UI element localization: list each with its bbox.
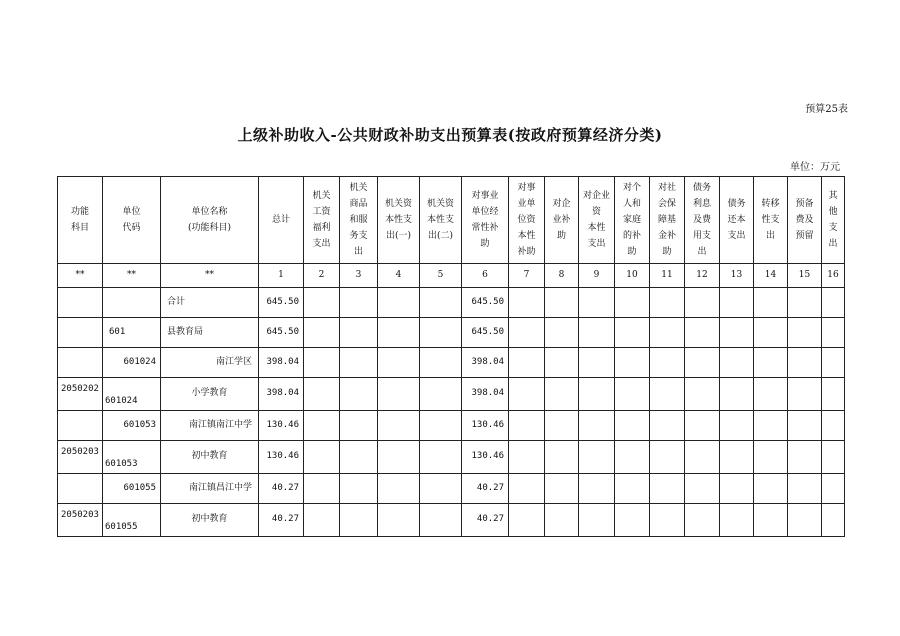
table-row: [58, 318, 845, 348]
unit-name: 小学教育: [191, 388, 228, 399]
empty-cell: [420, 378, 462, 411]
empty-cell: [822, 378, 845, 411]
unit-name-cell: [161, 504, 259, 537]
empty-cell: [579, 474, 615, 504]
empty-cell: [340, 504, 378, 537]
index-cell: 11: [650, 264, 685, 288]
empty-cell: [509, 348, 545, 378]
empty-cell: [340, 288, 378, 318]
empty-cell: [720, 504, 754, 537]
empty-cell: [720, 474, 754, 504]
total-cell: 130.46: [259, 441, 304, 474]
unit-name-cell: [161, 318, 259, 348]
empty-cell: [304, 378, 340, 411]
empty-cell: [822, 441, 845, 474]
empty-cell: [720, 318, 754, 348]
unit-name-cell: [161, 348, 259, 378]
index-cell: **: [58, 264, 103, 288]
unit-code-cell: [103, 378, 161, 411]
unit-name: 南江学区: [215, 356, 252, 367]
header-cell: 对个 人和 家庭 的补 助: [615, 177, 650, 264]
empty-cell: [545, 378, 579, 411]
institution-subsidy-cell: 398.04: [462, 378, 509, 411]
empty-cell: [378, 348, 420, 378]
institution-subsidy-cell: 645.50: [462, 318, 509, 348]
unit-code: 601055: [123, 482, 156, 493]
total-cell: 40.27: [259, 504, 304, 537]
empty-cell: [378, 288, 420, 318]
empty-cell: [720, 288, 754, 318]
empty-cell: [685, 318, 720, 348]
empty-cell: [615, 411, 650, 441]
empty-cell: [545, 318, 579, 348]
empty-cell: [615, 318, 650, 348]
empty-cell: [754, 474, 788, 504]
empty-cell: [822, 348, 845, 378]
table-row: [58, 378, 845, 411]
unit-name: 南江镇昌江中学: [188, 482, 252, 493]
institution-subsidy-cell: 40.27: [462, 474, 509, 504]
empty-cell: [685, 411, 720, 441]
index-cell: 8: [545, 264, 579, 288]
unit-code: 601: [109, 326, 126, 337]
func-code-cell: [58, 378, 103, 411]
header-cell: 债务 还本 支出: [720, 177, 754, 264]
empty-cell: [650, 318, 685, 348]
empty-cell: [579, 318, 615, 348]
header-cell: 机关资 本性支 出(二): [420, 177, 462, 264]
unit-name: 合计: [167, 296, 186, 307]
table-row: [58, 504, 845, 537]
empty-cell: [650, 411, 685, 441]
empty-cell: [378, 474, 420, 504]
index-cell: 3: [340, 264, 378, 288]
empty-cell: [304, 474, 340, 504]
empty-cell: [304, 441, 340, 474]
empty-cell: [420, 318, 462, 348]
empty-cell: [822, 504, 845, 537]
empty-cell: [304, 348, 340, 378]
empty-cell: [509, 288, 545, 318]
empty-cell: [788, 411, 822, 441]
empty-cell: [340, 411, 378, 441]
unit-label: 单位：万元: [790, 162, 840, 173]
table-row: [58, 411, 845, 441]
empty-cell: [615, 288, 650, 318]
empty-cell: [579, 288, 615, 318]
empty-cell: [650, 474, 685, 504]
empty-cell: [788, 441, 822, 474]
unit-code: 601053: [105, 458, 138, 469]
unit-code: 601024: [105, 395, 138, 406]
empty-cell: [378, 441, 420, 474]
header-cell: 对社 会保 障基 金补 助: [650, 177, 685, 264]
empty-cell: [788, 348, 822, 378]
empty-cell: [420, 441, 462, 474]
empty-cell: [304, 318, 340, 348]
empty-cell: [822, 318, 845, 348]
empty-cell: [754, 441, 788, 474]
empty-cell: [788, 504, 822, 537]
unit-name: 南江镇南江中学: [188, 419, 252, 430]
empty-cell: [754, 411, 788, 441]
unit-name-cell: [161, 288, 259, 318]
empty-cell: [720, 441, 754, 474]
index-cell: 10: [615, 264, 650, 288]
unit-name-cell: [161, 378, 259, 411]
unit-name-cell: [161, 474, 259, 504]
institution-subsidy-cell: 398.04: [462, 348, 509, 378]
empty-cell: [685, 441, 720, 474]
empty-cell: [754, 378, 788, 411]
header-cell: 预备 费及 预留: [788, 177, 822, 264]
empty-cell: [788, 318, 822, 348]
empty-cell: [545, 441, 579, 474]
empty-cell: [420, 348, 462, 378]
empty-cell: [754, 348, 788, 378]
index-cell: **: [103, 264, 161, 288]
empty-cell: [509, 318, 545, 348]
func-code: 2050202: [61, 384, 99, 394]
header-cell: 对事 业单 位资 本性 补助: [509, 177, 545, 264]
total-cell: 130.46: [259, 411, 304, 441]
header-cell: 总计: [259, 177, 304, 264]
empty-cell: [650, 348, 685, 378]
header-cell: 转移 性支 出: [754, 177, 788, 264]
unit-name-cell: [161, 441, 259, 474]
header-cell: 机关资 本性支 出(一): [378, 177, 420, 264]
func-code-cell: [58, 348, 103, 378]
empty-cell: [788, 378, 822, 411]
unit-code-cell: [103, 288, 161, 318]
empty-cell: [545, 288, 579, 318]
empty-cell: [304, 288, 340, 318]
header-row: [58, 177, 845, 264]
total-cell: 398.04: [259, 348, 304, 378]
empty-cell: [340, 441, 378, 474]
unit-code: 601024: [123, 356, 156, 367]
empty-cell: [545, 411, 579, 441]
empty-cell: [420, 474, 462, 504]
func-code-cell: [58, 288, 103, 318]
total-cell: 645.50: [259, 288, 304, 318]
header-cell: 机关 工资 福利 支出: [304, 177, 340, 264]
index-cell: **: [161, 264, 259, 288]
empty-cell: [754, 504, 788, 537]
empty-cell: [615, 348, 650, 378]
func-code: 2050203: [61, 447, 99, 457]
empty-cell: [545, 474, 579, 504]
unit-code-cell: [103, 318, 161, 348]
header-cell: 单位名称 (功能科目): [161, 177, 259, 264]
unit-code-cell: [103, 411, 161, 441]
header-cell: 对企 业补 助: [545, 177, 579, 264]
func-code-cell: [58, 474, 103, 504]
table-row: [58, 348, 845, 378]
empty-cell: [720, 411, 754, 441]
institution-subsidy-cell: 130.46: [462, 441, 509, 474]
empty-cell: [509, 411, 545, 441]
index-cell: 12: [685, 264, 720, 288]
institution-subsidy-cell: 645.50: [462, 288, 509, 318]
header-cell: 对企业资 本性 支出: [579, 177, 615, 264]
index-cell: 2: [304, 264, 340, 288]
header-cell: 单位 代码: [103, 177, 161, 264]
empty-cell: [615, 474, 650, 504]
empty-cell: [822, 288, 845, 318]
empty-cell: [340, 348, 378, 378]
unit-code-cell: [103, 504, 161, 537]
unit-code-cell: [103, 441, 161, 474]
header-cell: 其 他 支 出: [822, 177, 845, 264]
empty-cell: [685, 474, 720, 504]
header-cell: 机关 商品 和服 务支 出: [340, 177, 378, 264]
func-code-cell: [58, 504, 103, 537]
index-cell: 7: [509, 264, 545, 288]
table-row: [58, 288, 845, 318]
unit-code: 601055: [105, 521, 138, 532]
empty-cell: [579, 378, 615, 411]
index-cell: 9: [579, 264, 615, 288]
index-cell: 4: [378, 264, 420, 288]
empty-cell: [579, 411, 615, 441]
empty-cell: [420, 504, 462, 537]
unit-name: 县教育局: [167, 326, 204, 337]
empty-cell: [378, 318, 420, 348]
form-number: 预算25表: [805, 104, 848, 115]
empty-cell: [754, 318, 788, 348]
func-code-cell: [58, 318, 103, 348]
func-code-cell: [58, 411, 103, 441]
empty-cell: [545, 504, 579, 537]
empty-cell: [822, 474, 845, 504]
table-row: [58, 441, 845, 474]
empty-cell: [650, 441, 685, 474]
empty-cell: [509, 441, 545, 474]
total-cell: 40.27: [259, 474, 304, 504]
empty-cell: [685, 288, 720, 318]
index-row: [58, 264, 845, 288]
institution-subsidy-cell: 40.27: [462, 504, 509, 537]
unit-name: 初中教育: [191, 451, 228, 462]
header-cell: 债务 利息 及费 用支 出: [685, 177, 720, 264]
empty-cell: [378, 504, 420, 537]
empty-cell: [304, 504, 340, 537]
empty-cell: [720, 378, 754, 411]
empty-cell: [579, 348, 615, 378]
empty-cell: [788, 474, 822, 504]
index-cell: 1: [259, 264, 304, 288]
index-cell: 15: [788, 264, 822, 288]
empty-cell: [509, 504, 545, 537]
func-code-cell: [58, 441, 103, 474]
empty-cell: [340, 378, 378, 411]
header-cell: 功能 科目: [58, 177, 103, 264]
empty-cell: [615, 504, 650, 537]
total-cell: 398.04: [259, 378, 304, 411]
index-cell: 16: [822, 264, 845, 288]
unit-code-cell: [103, 474, 161, 504]
institution-subsidy-cell: 130.46: [462, 411, 509, 441]
table-row: [58, 474, 845, 504]
empty-cell: [304, 411, 340, 441]
unit-name: 初中教育: [191, 514, 228, 525]
unit-name-cell: [161, 411, 259, 441]
empty-cell: [509, 378, 545, 411]
unit-code-cell: [103, 348, 161, 378]
func-code: 2050203: [61, 510, 99, 520]
empty-cell: [650, 288, 685, 318]
empty-cell: [685, 378, 720, 411]
empty-cell: [579, 504, 615, 537]
empty-cell: [378, 378, 420, 411]
empty-cell: [650, 378, 685, 411]
header-cell: 对事业 单位经 常性补 助: [462, 177, 509, 264]
empty-cell: [650, 504, 685, 537]
empty-cell: [685, 348, 720, 378]
empty-cell: [340, 318, 378, 348]
empty-cell: [545, 348, 579, 378]
empty-cell: [420, 288, 462, 318]
empty-cell: [615, 441, 650, 474]
empty-cell: [509, 474, 545, 504]
empty-cell: [788, 288, 822, 318]
empty-cell: [754, 288, 788, 318]
empty-cell: [378, 411, 420, 441]
index-cell: 5: [420, 264, 462, 288]
empty-cell: [685, 504, 720, 537]
index-cell: 13: [720, 264, 754, 288]
empty-cell: [720, 348, 754, 378]
unit-code: 601053: [123, 419, 156, 430]
empty-cell: [340, 474, 378, 504]
budget-table: [57, 176, 845, 537]
index-cell: 6: [462, 264, 509, 288]
index-cell: 14: [754, 264, 788, 288]
empty-cell: [579, 441, 615, 474]
total-cell: 645.50: [259, 318, 304, 348]
empty-cell: [822, 411, 845, 441]
empty-cell: [420, 411, 462, 441]
page-title: 上级补助收入-公共财政补助支出预算表(按政府预算经济分类): [237, 126, 663, 144]
empty-cell: [615, 378, 650, 411]
